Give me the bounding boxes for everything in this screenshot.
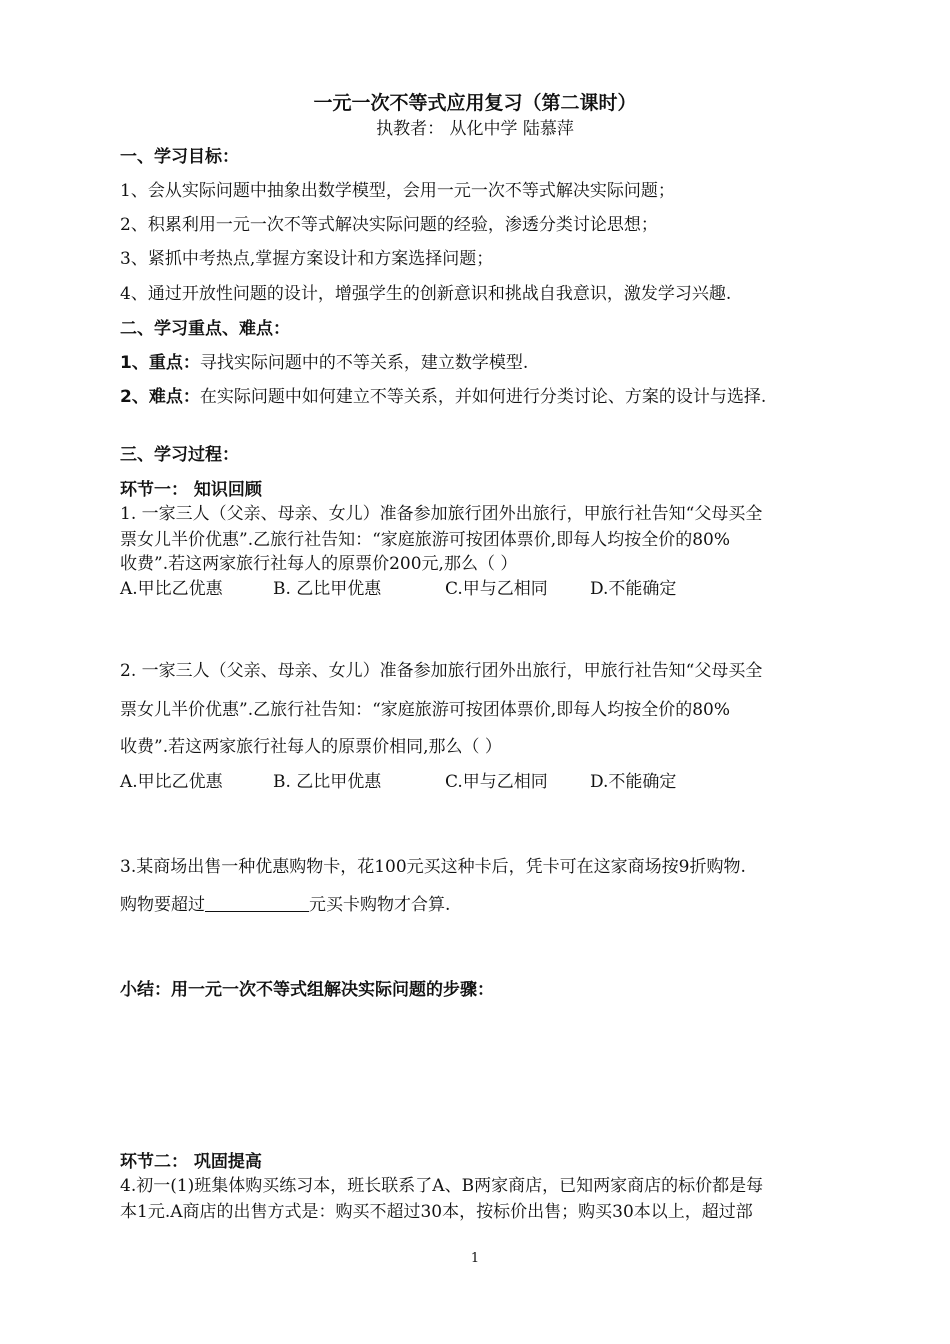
part2-heading: 环节二： 巩固提高 <box>120 1152 262 1172</box>
page-number: 1 <box>470 1251 480 1266</box>
q4-line-1: 4.初一(1)班集体购买练习本，班长联系了A、B两家商店，已知两家商店的标价都是每 <box>120 1176 764 1196</box>
q2-line-3: 收费”.若这两家旅行社每人的原票价相同,那么（ ） <box>120 737 502 757</box>
q1-option-b: B. 乙比甲优惠 <box>273 579 382 599</box>
q4-line-2: 本1元.A商店的出售方式是：购买不超过30本，按标价出售；购买30本以上，超过部 <box>120 1202 753 1222</box>
section3-heading: 三、学习过程： <box>120 445 239 465</box>
difficult-point-text: 在实际问题中如何建立不等关系，并如何进行分类讨论、方案的设计与选择. <box>199 387 767 407</box>
q1-line-2: 票女儿半价优惠”.乙旅行社告知：“家庭旅游可按团体票价,即每人均按全价的80% <box>120 530 730 550</box>
goal-item-3: 3、紧抓中考热点,掌握方案设计和方案选择问题； <box>120 249 494 269</box>
key-point-text: 寻找实际问题中的不等关系，建立数学模型. <box>199 353 529 373</box>
teacher-line: 执教者： 从化中学 陆慕萍 <box>376 119 574 139</box>
q2-option-a: A.甲比乙优惠 <box>120 772 223 792</box>
q2-line-2: 票女儿半价优惠”.乙旅行社告知：“家庭旅游可按团体票价,即每人均按全价的80% <box>120 700 730 720</box>
answer-blank[interactable] <box>205 895 309 912</box>
q2-option-c: C.甲与乙相同 <box>445 772 548 792</box>
q1-option-c: C.甲与乙相同 <box>445 579 548 599</box>
section2-heading: 二、学习重点、难点： <box>120 319 290 339</box>
q1-option-a: A.甲比乙优惠 <box>120 579 223 599</box>
key-point <box>120 352 528 374</box>
q1-line-3: 收费”.若这两家旅行社每人的原票价200元,那么（ ） <box>120 554 518 574</box>
difficult-point-label: 2、难点： <box>120 387 200 407</box>
goal-item-1: 1、会从实际问题中抽象出数学模型，会用一元一次不等式解决实际问题； <box>120 181 675 201</box>
q3-text-after: 元买卡购物才合算. <box>309 895 451 915</box>
q3-text-before: 购物要超过 <box>120 895 205 915</box>
q2-line-1: 2. 一家三人（父亲、母亲、女儿）准备参加旅行团外出旅行，甲旅行社告知“父母买全 <box>120 661 763 681</box>
q1-option-d: D.不能确定 <box>590 579 677 599</box>
goal-item-4: 4、通过开放性问题的设计，增强学生的创新意识和挑战自我意识，激发学习兴趣. <box>120 284 732 304</box>
part1-heading: 环节一： 知识回顾 <box>120 480 262 500</box>
doc-title: 一元一次不等式应用复习（第二课时） <box>313 92 637 114</box>
difficult-point <box>120 386 766 408</box>
summary-heading: 小结：用一元一次不等式组解决实际问题的步骤： <box>120 980 494 1000</box>
q3-line-2 <box>120 894 450 916</box>
q2-option-d: D.不能确定 <box>590 772 677 792</box>
q3-line-1: 3.某商场出售一种优惠购物卡，花100元买这种卡后，凭卡可在这家商场按9折购物. <box>120 857 746 877</box>
key-point-label: 1、重点： <box>120 353 200 373</box>
section1-heading: 一、学习目标： <box>120 147 239 167</box>
goal-item-2: 2、积累利用一元一次不等式解决实际问题的经验，渗透分类讨论思想； <box>120 215 658 235</box>
q2-option-b: B. 乙比甲优惠 <box>273 772 382 792</box>
q1-line-1: 1. 一家三人（父亲、母亲、女儿）准备参加旅行团外出旅行，甲旅行社告知“父母买全 <box>120 504 763 524</box>
